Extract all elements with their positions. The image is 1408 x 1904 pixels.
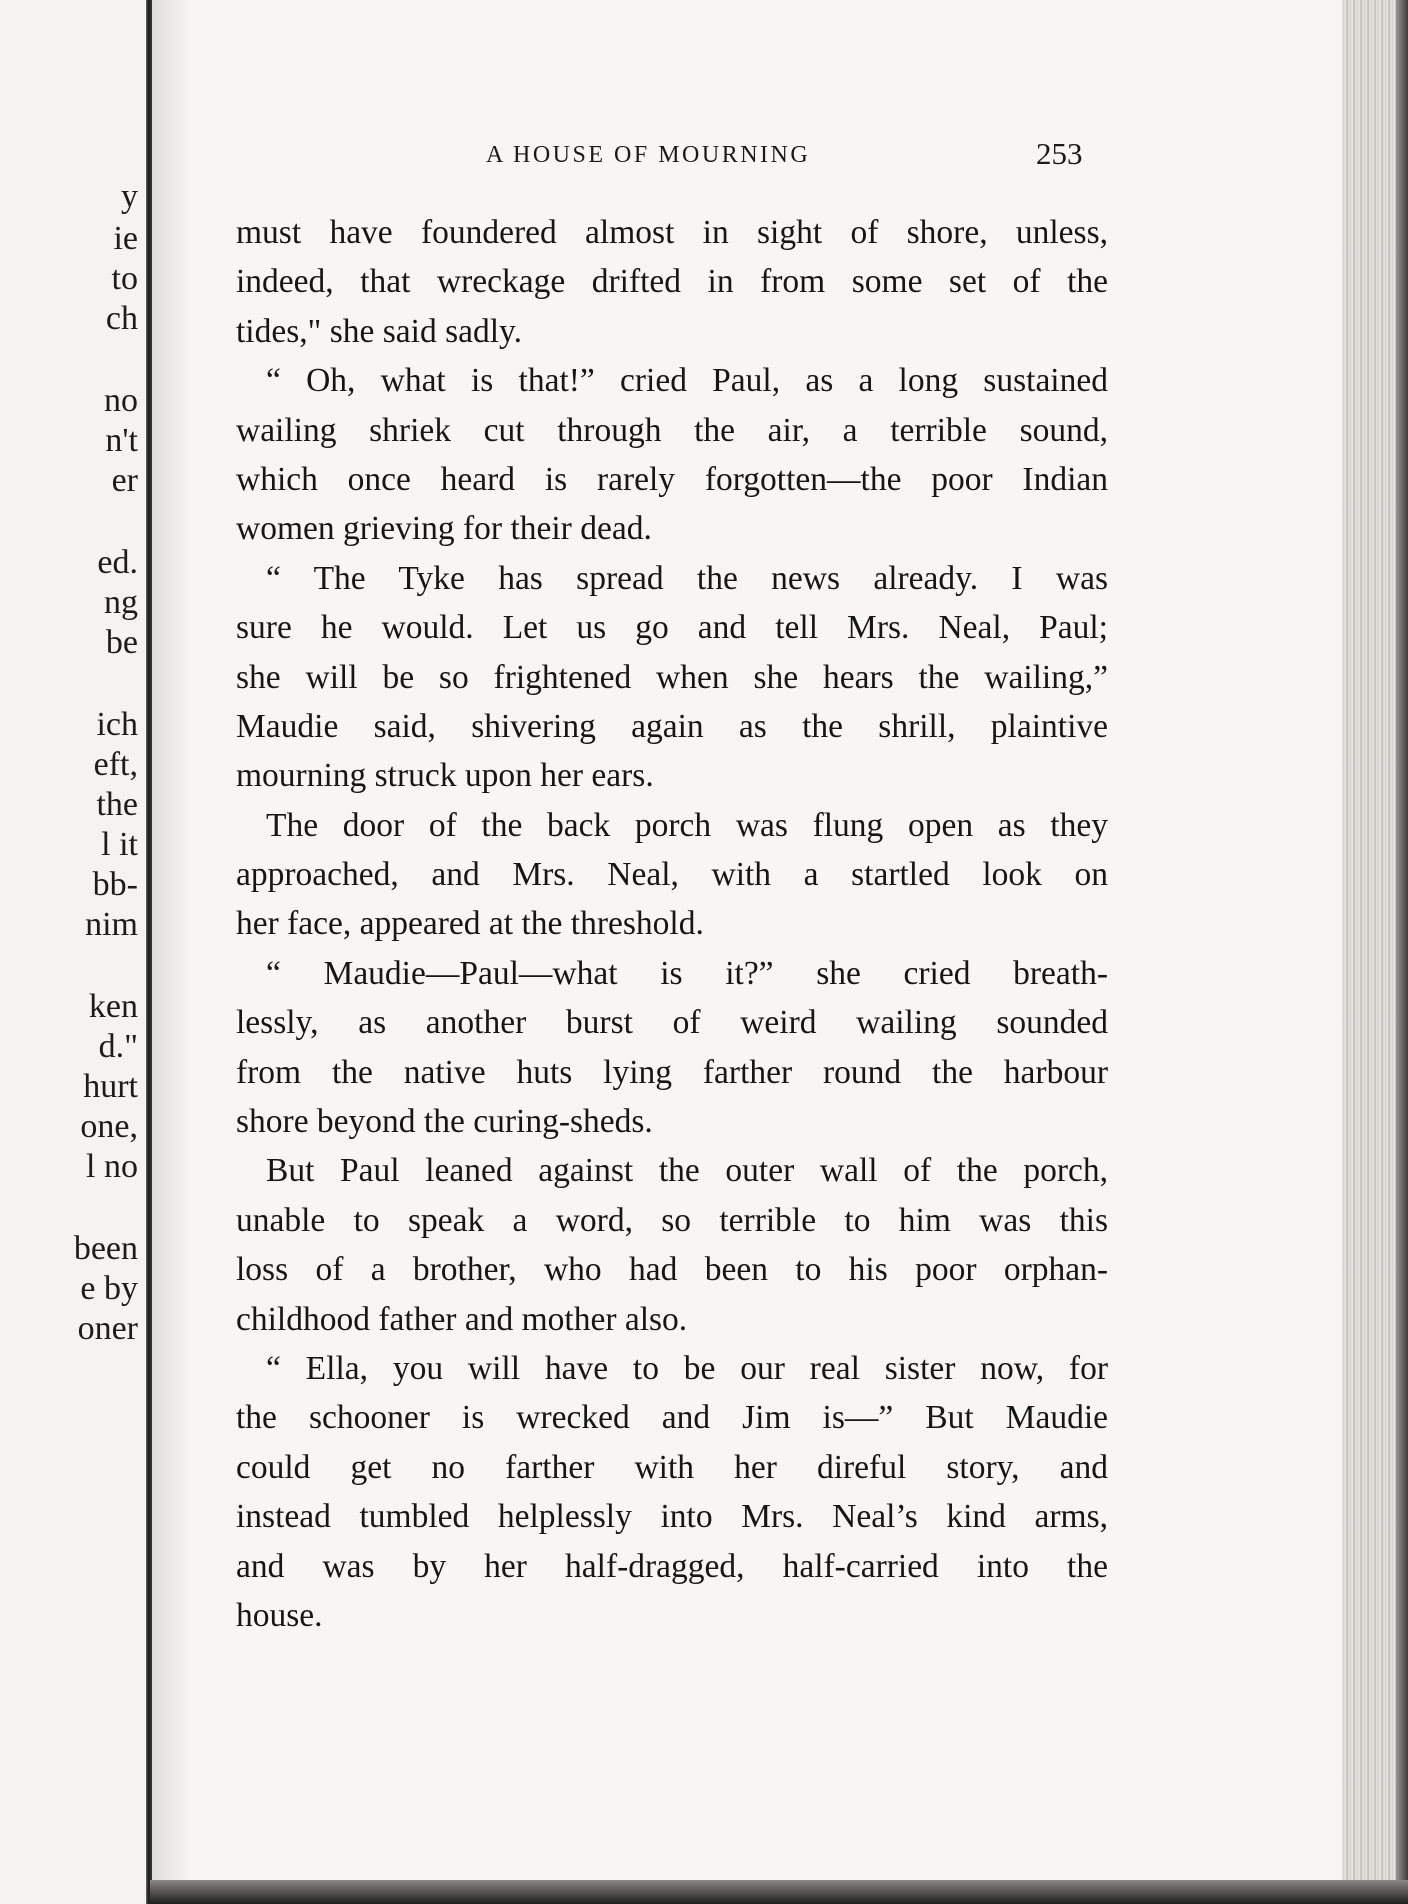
left-page-fragment: ken xyxy=(88,988,138,1025)
text-line: mourning struck upon her ears. xyxy=(236,757,654,795)
text-line: instead tumbled helplessly into Mrs. Neal’s kind arms, xyxy=(236,1498,1108,1536)
page-number: 253 xyxy=(1036,136,1083,171)
text-line: which once heard is rarely forgotten—the poor Indian xyxy=(236,460,1108,498)
text-line: childhood father and mother also. xyxy=(236,1300,688,1338)
text-line: unable to speak a word, so terrible to him was this xyxy=(236,1201,1108,1239)
left-page-fragment: to xyxy=(111,260,138,297)
text-line: “ The Tyke has spread the news already. I was xyxy=(266,559,1108,597)
left-page-fragment: ng xyxy=(104,584,138,621)
left-page-fragment: d." xyxy=(98,1028,138,1065)
left-page-fragment: been xyxy=(73,1230,138,1267)
text-line: wailing shriek cut through the air, a terrible sound, xyxy=(236,411,1108,449)
text-line: The door of the back porch was flung open as they xyxy=(266,806,1108,844)
text-line: shore beyond the curing-sheds. xyxy=(236,1103,653,1141)
left-page-fragment: oner xyxy=(77,1310,138,1347)
left-page-fragment: eft, xyxy=(93,746,138,783)
left-page-fragment: ed. xyxy=(97,544,138,581)
bottom-edge xyxy=(150,1880,1408,1904)
left-page-fragment: e by xyxy=(80,1270,138,1307)
left-facing-page xyxy=(0,0,150,1904)
text-line: she will be so frightened when she hears the wailing,” xyxy=(236,658,1108,696)
left-page-fragment: hurt xyxy=(83,1068,138,1105)
text-line: “ Oh, what is that!” cried Paul, as a long sustained xyxy=(266,362,1108,400)
text-line: Maudie said, shivering again as the shrill, plaintive xyxy=(236,707,1108,745)
text-line: sure he would. Let us go and tell Mrs. Neal, Paul; xyxy=(236,609,1108,647)
page-edges xyxy=(1342,0,1408,1904)
left-page-fragment: ich xyxy=(96,706,138,743)
left-page-fragment: ch xyxy=(105,300,138,337)
left-page-fragment: l no xyxy=(86,1148,138,1185)
text-line: from the native huts lying farther round the harbour xyxy=(236,1053,1108,1091)
left-page-fragment: er xyxy=(111,462,138,499)
left-page-fragment: the xyxy=(96,786,138,823)
text-line: the schooner is wrecked and Jim is—” But Maudie xyxy=(236,1399,1108,1437)
text-line: “ Ella, you will have to be our real sister now, for xyxy=(266,1349,1108,1387)
text-line: and was by her half-dragged, half-carried into the xyxy=(236,1547,1108,1585)
left-page-fragment: nim xyxy=(85,906,138,943)
text-line: “ Maudie—Paul—what is it?” she cried breath- xyxy=(266,954,1108,992)
text-line: indeed, that wreckage drifted in from some set of the xyxy=(236,263,1108,301)
text-line: must have foundered almost in sight of shore, unless, xyxy=(236,214,1108,251)
left-page-fragment: no xyxy=(104,382,138,419)
text-line: loss of a brother, who had been to his poor orphan- xyxy=(236,1251,1108,1289)
left-page-fragment: bb- xyxy=(92,866,138,903)
left-page-fragment: l it xyxy=(101,826,138,863)
text-line: approached, and Mrs. Neal, with a startled look on xyxy=(236,856,1108,894)
text-line: lessly, as another burst of weird wailing sounded xyxy=(236,1004,1108,1042)
text-line: house. xyxy=(236,1596,323,1634)
body-text xyxy=(236,208,1108,1640)
left-page-fragment: be xyxy=(105,624,138,661)
text-line: tides," she said sadly. xyxy=(236,312,522,350)
left-page-fragment: n't xyxy=(105,422,138,459)
gutter-shadow xyxy=(152,0,192,1904)
text-line: But Paul leaned against the outer wall of the porch, xyxy=(266,1152,1108,1190)
left-page-fragment: y xyxy=(121,178,138,215)
text-line: women grieving for their dead. xyxy=(236,510,652,548)
left-page-fragment: ie xyxy=(113,220,138,257)
text-line: could get no farther with her direful story, and xyxy=(236,1448,1108,1486)
text-line: her face, appeared at the threshold. xyxy=(236,905,704,943)
left-page-fragment: one, xyxy=(80,1108,138,1145)
running-head: A HOUSE OF MOURNING xyxy=(486,142,811,168)
